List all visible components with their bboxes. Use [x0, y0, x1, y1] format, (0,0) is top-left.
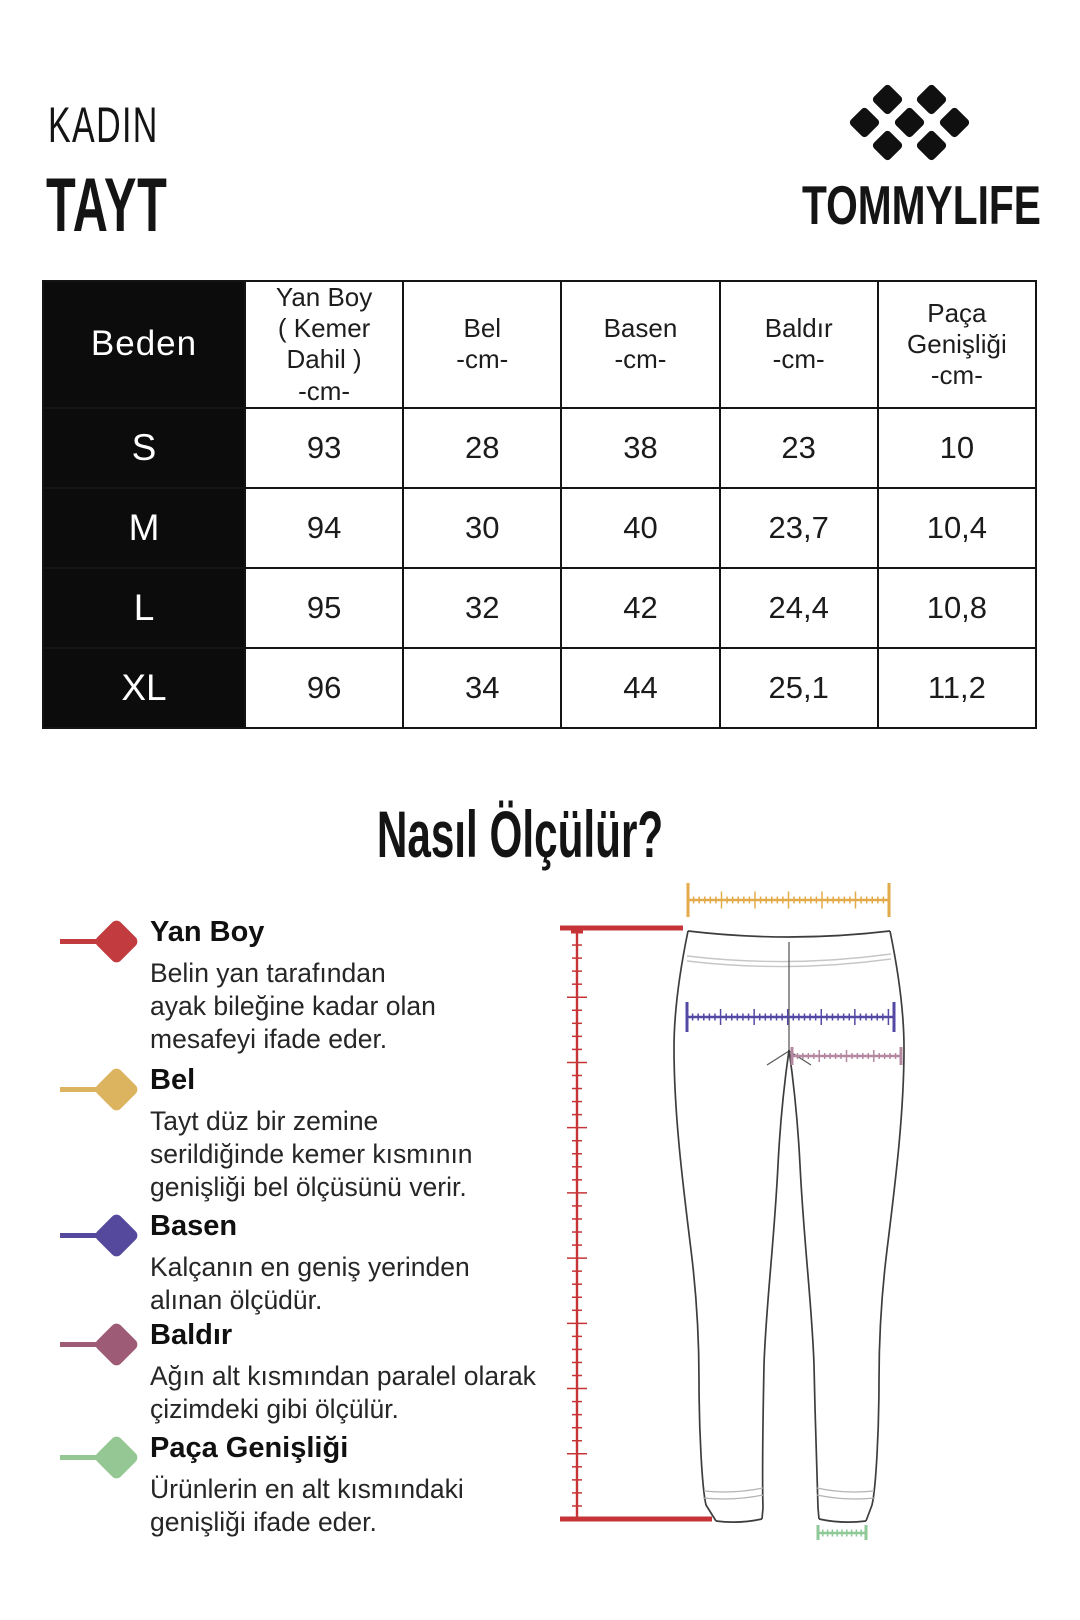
- brand-diamonds-icon: [848, 84, 972, 163]
- yan-boy-diamond-icon: [60, 912, 148, 970]
- leggings-measurement-diagram: [530, 860, 950, 1540]
- legend-description: Tayt düz bir zemine serildiğinde kemer kısmının genişliği bel ölçüsünü verir.: [150, 1106, 473, 1202]
- baldir-diamond-icon: [60, 1315, 148, 1373]
- cell-value: 23,7: [720, 488, 878, 568]
- legend-label: Paça Genişliği: [150, 1432, 349, 1464]
- size-table-corner-header: Beden: [43, 281, 245, 408]
- legend-label: Yan Boy: [150, 916, 265, 948]
- col-header-baldir: Baldır -cm-: [720, 281, 878, 408]
- table-row-s: [43, 408, 1036, 488]
- category-label: KADIN: [48, 97, 159, 153]
- col-header-paca-genisligi: Paça Genişliği -cm-: [878, 281, 1036, 408]
- cell-value: 30: [403, 488, 561, 568]
- col-header-bel: Bel -cm-: [403, 281, 561, 408]
- baldir-ruler: [792, 1047, 901, 1065]
- cell-value: 93: [245, 408, 403, 488]
- cell-value: 11,2: [878, 648, 1036, 728]
- size-label: XL: [43, 648, 245, 728]
- cell-value: 94: [245, 488, 403, 568]
- col-header-basen: Basen -cm-: [561, 281, 719, 408]
- cell-value: 96: [245, 648, 403, 728]
- legend-description: Kalçanın en geniş yerinden alınan ölçüdür.: [150, 1252, 470, 1315]
- table-row-m: [43, 488, 1036, 568]
- legend-label: Baldır: [150, 1319, 233, 1351]
- cell-value: 38: [561, 408, 719, 488]
- table-row-xl: [43, 648, 1036, 728]
- cell-value: 32: [403, 568, 561, 648]
- legend-label: Bel: [150, 1064, 196, 1096]
- leggings-outline: [674, 931, 904, 1522]
- size-table-header-row: [43, 281, 1036, 408]
- brand-logo: [760, 84, 1060, 237]
- cell-value: 10: [878, 408, 1036, 488]
- cell-value: 34: [403, 648, 561, 728]
- legend-description: Ürünlerin en alt kısmındaki genişliği ifade eder.: [150, 1474, 464, 1537]
- size-label: M: [43, 488, 245, 568]
- size-table: [42, 280, 1037, 729]
- cell-value: 95: [245, 568, 403, 648]
- cell-value: 23: [720, 408, 878, 488]
- bel-diamond-icon: [60, 1060, 148, 1118]
- col-header-yan-boy: Yan Boy ( Kemer Dahil ) -cm-: [245, 281, 403, 408]
- basen-diamond-icon: [60, 1206, 148, 1264]
- size-label: L: [43, 568, 245, 648]
- brand-name: TOMMYLIFE: [801, 174, 1041, 236]
- cell-value: 28: [403, 408, 561, 488]
- bel-ruler: [688, 883, 889, 917]
- cell-value: 10,4: [878, 488, 1036, 568]
- basen-ruler: [687, 1002, 894, 1032]
- legend-description: Ağın alt kısmından paralel olarak çizimdeki gibi ölçülür.: [150, 1361, 536, 1424]
- legend-description: Belin yan tarafından ayak bileğine kadar olan mesafeyi ifade eder.: [150, 958, 436, 1054]
- cell-value: 24,4: [720, 568, 878, 648]
- cell-value: 42: [561, 568, 719, 648]
- paca-genisligi-ruler: [818, 1525, 866, 1540]
- size-label: S: [43, 408, 245, 488]
- product-type-label: TAYT: [46, 163, 168, 248]
- cell-value: 40: [561, 488, 719, 568]
- legend-label: Basen: [150, 1210, 238, 1242]
- table-row-l: [43, 568, 1036, 648]
- cell-value: 25,1: [720, 648, 878, 728]
- yan-boy-ruler: [567, 932, 587, 1519]
- cell-value: 44: [561, 648, 719, 728]
- cell-value: 10,8: [878, 568, 1036, 648]
- how-to-measure-heading: Nasıl Ölçülür?: [376, 797, 664, 871]
- paca-genisligi-diamond-icon: [60, 1428, 148, 1486]
